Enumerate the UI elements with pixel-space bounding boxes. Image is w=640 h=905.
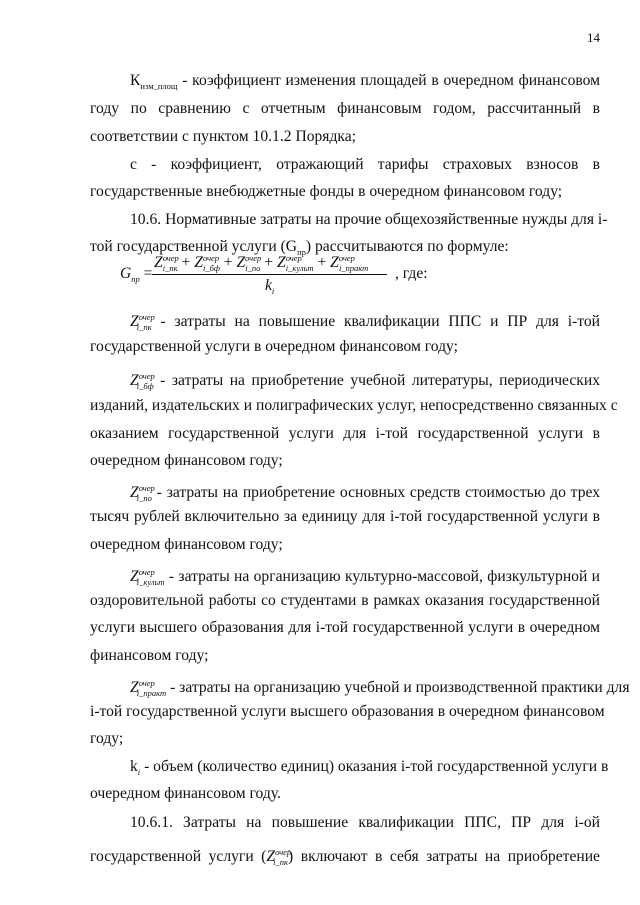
definition-line: услуги высшего образования для i-той государственной услуги в очередном [90,619,600,636]
definition-line: изданий, издательских и полиграфических услуг, непосредственно связанных с [90,397,618,414]
plus: + [264,254,274,272]
term-symbol: Z [194,254,203,272]
definition-line: году; [90,730,124,747]
z-sub: i_культ [136,577,165,588]
k-sub: i [137,767,141,778]
term-sup: очер [285,253,302,263]
term-symbol: Z [236,254,246,272]
text: - затраты на организацию культурно-массовой, физкультурной и [168,568,600,586]
z-sup: очер [138,567,155,577]
term-symbol: Z [330,254,339,272]
term-sup: очер [162,253,179,263]
text: - объем (количество единиц) оказания i-той государственной услуги в [144,758,609,775]
term-sub: i_практ [338,263,369,274]
definition-line [130,366,600,396]
z-symbol: Z [130,484,139,502]
text: - затраты на приобретение учебной литературы, периодических [160,372,600,390]
z-sup: очер [138,371,155,381]
definition-line: государственной услуги в очередном финансовом году; [90,338,458,355]
z-sub: i_по [136,493,152,504]
text: той государственной услуги (G [90,238,298,255]
term-symbol: Z [154,254,163,272]
formula-lhs [120,265,152,284]
z-sub: i_бф [136,381,154,392]
page-number: 14 [587,30,600,45]
term-sub: i_культ [285,263,314,274]
paragraph-line: с - коэффициент, отражающий тарифы страховых взносов в [130,156,600,173]
formula-equals: = [143,265,153,282]
text: - коэффициент изменения площадей в очередном финансовом [182,72,600,89]
plus: + [181,254,191,272]
z-sup: очер [138,312,155,322]
z-sup: очер [138,483,155,493]
z-sub: i_пк [136,322,152,333]
fraction-bar [152,274,387,275]
text: - затраты на организацию учебной и производственной практики для [170,679,630,697]
g-subscript: пр [297,247,306,258]
text: - затраты на повышение квалификации ППС и ПР для i-той [160,313,600,331]
denominator-sub: i [271,286,275,297]
k-symbol: К [130,72,141,89]
formula [120,253,520,303]
z-sup: очер [138,678,155,688]
formula-lhs-symbol: G [120,265,132,282]
term-sub: i_по [245,263,261,274]
definition-line [130,673,630,703]
definition-line [130,562,600,592]
text: - затраты на приобретение основных средств стоимостью до трех [156,484,600,502]
plus: + [317,254,327,272]
term-sub: i_пк [162,263,178,274]
formula-numerator [154,253,368,273]
term-sup: очер [338,253,355,263]
term-sub: i_бф [203,263,220,274]
definition-line [130,478,600,508]
formula-tail: , где: [395,265,428,282]
definition-line [130,307,600,337]
paragraph-line [90,842,600,872]
term-symbol: Z [277,254,286,272]
term-sup: очер [245,253,262,263]
paragraph-line [130,71,600,96]
z-symbol: Z [266,848,276,866]
k-symbol: k [130,758,138,775]
paragraph-line: соответствии с пунктом 10.1.2 Порядка; [90,128,356,145]
definition-line: очередном финансовом году; [90,536,283,553]
z-sup: очер [275,847,292,857]
definition-line: i-той государственной услуги высшего образования в очередном финансовом [90,703,605,720]
z-symbol: Z [130,568,139,586]
z-sub: i_пк [273,857,289,868]
paragraph-line: 10.6. Нормативные затраты на прочие общехозяйственные нужды для i- [130,211,608,228]
paragraph-line: государственные внебюджетные фонды в очередном финансовом году; [90,183,563,200]
paragraph-line: году по сравнению с отчетным финансовым годом, рассчитанный в [90,100,600,117]
definition-line: очередном финансовом году. [90,785,281,802]
term-sup: очер [202,253,220,263]
denominator-symbol: k [265,277,272,294]
text: ) включают в себя затраты на приобретение [288,848,600,866]
plus: + [223,254,233,272]
definition-line: оздоровительной работы со студентами в рамках оказания государственной [90,592,600,609]
paragraph-line: 10.6.1. Затраты на повышение квалификации ППС, ПР для i-ой [130,814,600,831]
k-subscript: изм_площ [140,81,178,92]
z-symbol: Z [130,313,139,331]
definition-line: финансовом году; [90,647,209,664]
definition-line [130,757,609,782]
text: ) рассчитываются по формуле: [305,238,509,255]
z-symbol: Z [130,679,139,697]
text: государственной услуги ( [90,848,267,866]
formula-lhs-sub: пр [131,274,140,285]
z-sub: i_практ [136,688,167,699]
definition-line: очередном финансовом году; [90,452,283,469]
definition-line: тысяч рублей включительно за единицу для i-той государственной услуги в [90,508,600,525]
formula-denominator [265,277,274,296]
z-symbol: Z [130,372,139,390]
definition-line: оказанием государственной услуги для i-той государственной услуги в [90,425,600,442]
